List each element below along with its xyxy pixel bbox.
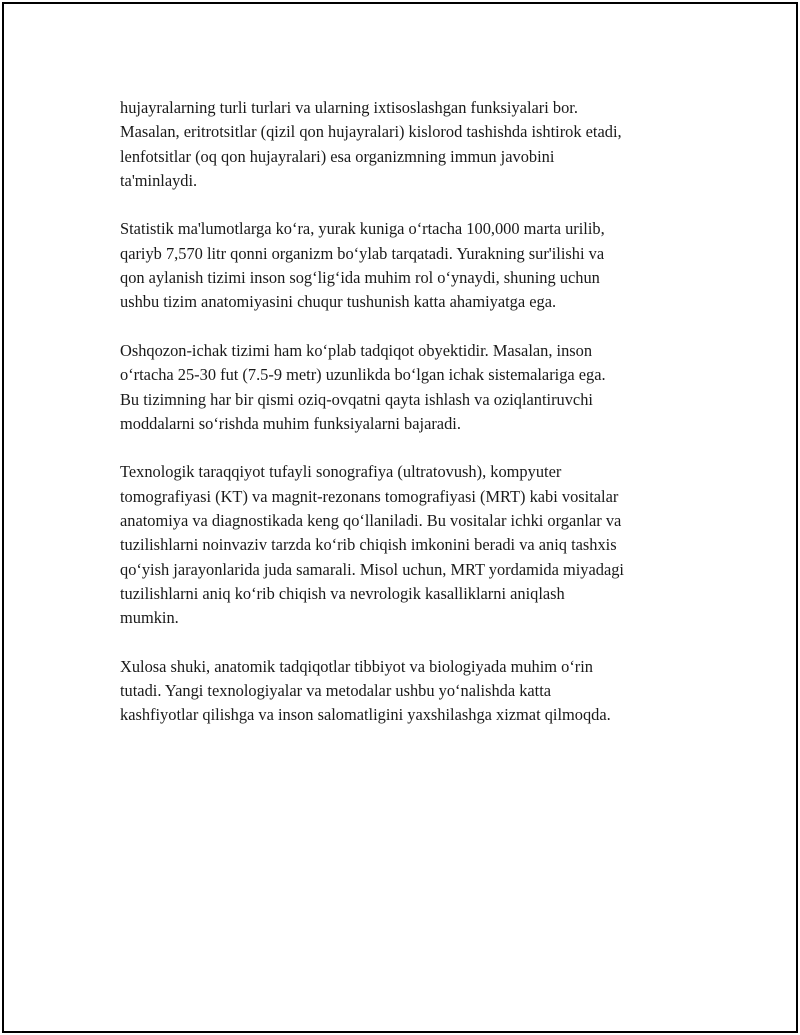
text-line: lenfotsitlar (oq qon hujayralari) esa organizmning immun javobini: [120, 146, 555, 166]
text-line: kashfiyotlar qilishga va inson salomatligini yaxshilashga xizmat qilmoqda.: [120, 705, 611, 725]
paragraph-heart-statistics: [120, 217, 690, 314]
paragraph-conclusion: [120, 655, 690, 728]
text-line: o‘rtacha 25-30 fut (7.5-9 metr) uzunlikda bo‘lgan ichak sistemalariga ega.: [120, 365, 606, 385]
text-line: tuzilishlarni aniq ko‘rib chiqish va nevrologik kasalliklarni aniqlash: [120, 583, 565, 603]
document-body: [120, 96, 690, 752]
text-line: qariyb 7,570 litr qonni organizm bo‘ylab tarqatadi. Yurakning sur'ilishi va: [120, 243, 605, 263]
text-line: qo‘yish jarayonlarida juda samarali. Misol uchun, MRT yordamida miyadagi: [120, 559, 624, 579]
paragraph-imaging-technology: [120, 460, 690, 630]
text-line: Masalan, eritrotsitlar (qizil qon hujayralari) kislorod tashishda ishtirok etadi,: [120, 122, 622, 142]
paragraph-digestive-system: [120, 339, 690, 436]
text-line: tuzilishlarni noinvaziv tarzda ko‘rib chiqish imkonini beradi va aniq tashxis: [120, 535, 617, 555]
text-line: qon aylanish tizimi inson sog‘lig‘ida muhim rol o‘ynaydi, shuning uchun: [120, 268, 600, 288]
text-line: tomografiyasi (KT) va magnit-rezonans tomografiyasi (MRT) kabi vositalar: [120, 486, 619, 506]
text-line: Xulosa shuki, anatomik tadqiqotlar tibbiyot va biologiyada muhim o‘rin: [120, 656, 593, 676]
text-line: hujayralarning turli turlari va ularning ixtisoslashgan funksiyalari bor.: [120, 98, 578, 117]
text-line: tutadi. Yangi texnologiyalar va metodalar ushbu yo‘nalishda katta: [120, 681, 552, 701]
text-line: ushbu tizim anatomiyasini chuqur tushunish katta ahamiyatga ega.: [120, 292, 557, 312]
text-line: Statistik ma'lumotlarga ko‘ra, yurak kuniga o‘rtacha 100,000 marta urilib,: [120, 219, 605, 239]
text-line: mumkin.: [120, 608, 179, 628]
text-line: moddalarni so‘rishda muhim funksiyalarni bajaradi.: [120, 413, 461, 433]
text-line: Texnologik taraqqiyot tufayli sonografiya (ultratovush), kompyuter: [120, 462, 562, 482]
text-line: anatomiya va diagnostikada keng qo‘llaniladi. Bu vositalar ichki organlar va: [120, 511, 622, 531]
text-line: Oshqozon-ichak tizimi ham ko‘plab tadqiqot obyektidir. Masalan, inson: [120, 340, 593, 360]
paragraph-cell-types: [120, 96, 690, 193]
text-line: Bu tizimning har bir qismi oziq-ovqatni qayta ishlash va oziqlantiruvchi: [120, 389, 593, 409]
document-page: [2, 2, 798, 1033]
text-line: ta'minlaydi.: [120, 170, 198, 190]
